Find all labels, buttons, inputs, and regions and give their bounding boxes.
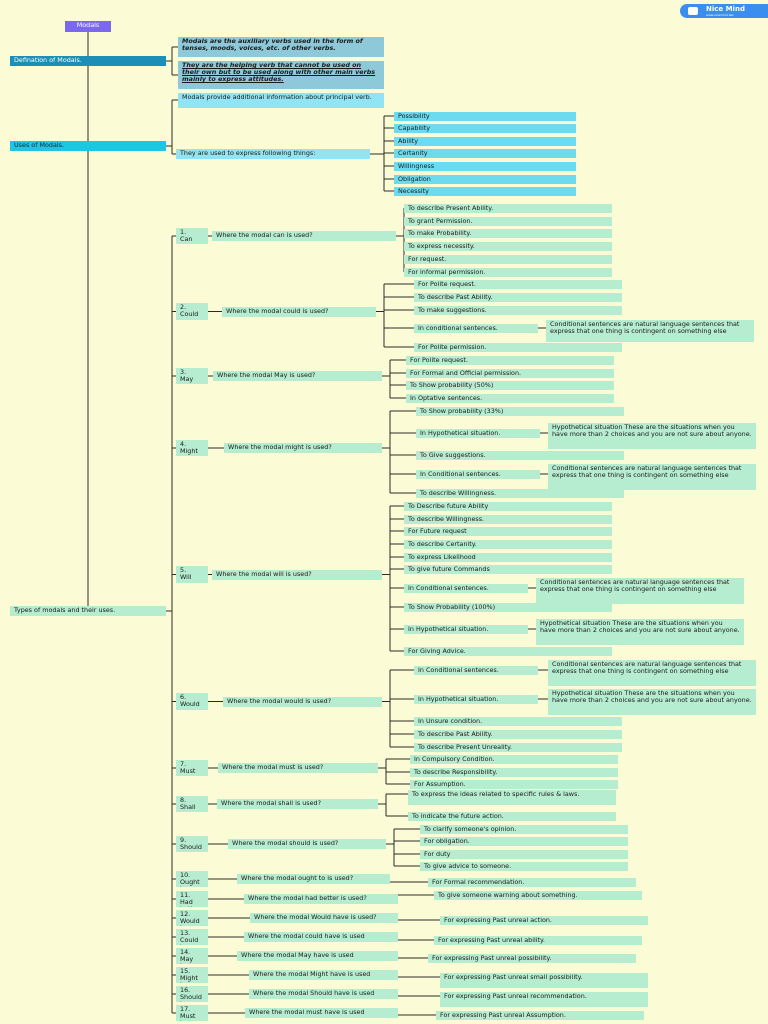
use-item[interactable]: In Unsure condition. (414, 717, 622, 726)
modal-node[interactable] (176, 228, 208, 244)
note-box: Hypothetical situation These are the situations when you have more than 2 choices and you are not sure about anyone. (548, 423, 756, 449)
use-item[interactable]: To Show Probability (100%) (404, 603, 612, 612)
modal-question-node[interactable]: Where the modal must is used? (218, 763, 378, 773)
uses-thing-item: Certanity (394, 149, 576, 158)
modal-node[interactable] (176, 891, 208, 907)
uses-thing-item: Willingness (394, 162, 576, 171)
brand-name: Nice Mind (706, 5, 745, 13)
use-item[interactable]: For Polite request. (406, 356, 614, 365)
modal-number: 12. (180, 910, 191, 918)
use-item[interactable]: For expressing Past unreal ability. (434, 936, 642, 945)
note-box: Conditional sentences are natural language sentences that express that one thing is contingent on something else (536, 578, 744, 604)
modal-name: Might (180, 974, 198, 983)
modal-number: 4. (180, 440, 187, 448)
modal-name: Should (180, 843, 202, 852)
modal-name: Must (180, 1012, 196, 1021)
modal-number: 8. (180, 796, 187, 804)
use-item[interactable]: To clarify someone's opinion. (420, 825, 628, 834)
modal-node[interactable] (176, 910, 208, 926)
modal-name: Would (180, 700, 200, 709)
modal-name: May (180, 955, 194, 964)
uses-node[interactable]: Uses of Modals. (10, 141, 166, 151)
use-item[interactable]: To make suggestions. (414, 306, 622, 315)
modal-number: 10. (180, 871, 191, 879)
brand-badge (680, 4, 768, 18)
use-item[interactable]: In Optative sentences. (406, 394, 614, 403)
use-item[interactable]: To express the ideas related to specific rules & laws. (408, 790, 616, 805)
modal-node[interactable] (176, 303, 208, 320)
modal-name: Can (180, 235, 193, 244)
modal-node[interactable] (176, 760, 208, 776)
modal-number: 13. (180, 929, 191, 937)
modal-name: Could (180, 936, 199, 945)
uses-info: Modals provide additional information about principal verb. (178, 93, 384, 108)
use-item[interactable]: To express necessity. (404, 242, 612, 251)
modal-name: Could (180, 310, 199, 319)
modal-number: 15. (180, 967, 191, 975)
modal-number: 6. (180, 693, 187, 701)
modal-name: Should (180, 993, 202, 1002)
modal-question-node[interactable]: Where the modal Would have is used? (250, 913, 398, 923)
use-item[interactable]: For Polite request. (414, 280, 622, 289)
definition-text-2: They are the helping verb that cannot be used on their own but to be used along with other main verbs mainly to express attitudes. (178, 61, 384, 89)
modal-number: 7. (180, 760, 187, 768)
modal-question-node[interactable]: Where the modal shall is used? (217, 799, 378, 809)
modal-question-node[interactable]: Where the modal must have is used (245, 1008, 398, 1018)
use-item[interactable]: For obligation. (420, 837, 628, 846)
use-item[interactable]: For Polite permission. (414, 343, 622, 352)
modal-node[interactable] (176, 836, 208, 852)
uses-thing-item: Necessity (394, 187, 576, 196)
use-item[interactable]: To describe Present Ability. (404, 204, 612, 213)
modal-name: Might (180, 447, 198, 456)
modal-question-node[interactable]: Where the modal would is used? (223, 697, 382, 707)
modal-node[interactable] (176, 986, 208, 1002)
use-item[interactable]: To describe Past Ability. (414, 730, 622, 739)
note-box: Conditional sentences are natural language sentences that express that one thing is contingent on something else (548, 660, 756, 686)
modal-number: 3. (180, 368, 187, 376)
use-item[interactable]: In conditional sentences. (414, 324, 538, 333)
modal-node[interactable] (176, 368, 208, 384)
brand-logo-icon (688, 7, 698, 15)
use-item[interactable]: For informal permission. (404, 268, 612, 277)
use-item[interactable]: For expressing Past unreal possibility. (428, 954, 636, 963)
modal-question-node[interactable]: Where the modal could is used? (222, 307, 376, 317)
brand-url: www.nicemind.lab (706, 13, 734, 17)
modal-question-node[interactable]: Where the modal had better is used? (244, 894, 398, 904)
modal-question-node[interactable]: Where the modal might is used? (224, 443, 382, 453)
use-item[interactable]: To Show probability (33%) (416, 407, 624, 416)
use-item[interactable]: To give advice to someone. (420, 862, 628, 871)
modal-question-node[interactable]: Where the modal May have is used (237, 951, 398, 961)
use-item[interactable]: For expressing Past unreal small possibility. (440, 973, 648, 988)
modal-name: May (180, 375, 194, 384)
modal-number: 9. (180, 836, 187, 844)
use-item[interactable]: To describe Willingness. (404, 515, 612, 524)
use-item[interactable]: In Conditional sentences. (414, 666, 538, 675)
uses-thing-item: Ability (394, 137, 576, 146)
use-item[interactable]: In Compulsory Condition. (410, 755, 618, 764)
modal-question-node[interactable]: Where the modal should is used? (228, 839, 386, 849)
modal-number: 2. (180, 303, 187, 311)
use-item[interactable]: For expressing Past unreal Assumption. (436, 1011, 644, 1020)
use-item[interactable]: To make Probability. (404, 229, 612, 238)
note-box: Conditional sentences are natural language sentences that express that one thing is contingent on something else (546, 320, 754, 342)
modal-question-node[interactable]: Where the modal can is used? (212, 231, 396, 241)
use-item[interactable]: To describe Present Unreality. (414, 743, 622, 752)
use-item[interactable]: In Hypothetical situation. (404, 625, 528, 634)
note-box: Conditional sentences are natural language sentences that express that one thing is contingent on something else (548, 464, 756, 490)
uses-thing-item: Capability (394, 124, 576, 133)
modal-question-node[interactable]: Where the modal could have is used (244, 932, 398, 942)
root-node[interactable]: Modals (65, 21, 111, 32)
modal-node[interactable] (176, 948, 208, 964)
use-item[interactable]: For request. (404, 255, 612, 264)
modal-node[interactable] (176, 440, 208, 456)
use-item[interactable]: To express Likelihood (404, 553, 612, 562)
definition-node[interactable]: Defination of Modals. (10, 56, 166, 66)
modal-number: 11. (180, 891, 191, 899)
modal-name: Would (180, 917, 200, 926)
use-item[interactable]: In Hypothetical situation. (416, 429, 540, 438)
modal-node[interactable] (176, 871, 208, 887)
modal-number: 14. (180, 948, 191, 956)
use-item[interactable]: To Give suggestions. (416, 451, 624, 460)
modal-node[interactable] (176, 796, 208, 812)
use-item[interactable]: To describe Willingness. (416, 489, 624, 498)
use-item[interactable]: For duty (420, 850, 628, 859)
modal-node[interactable] (176, 693, 208, 710)
use-item[interactable]: To give future Commands (404, 565, 612, 574)
modal-node[interactable] (176, 967, 208, 983)
modal-number: 16. (180, 986, 191, 994)
modal-name: Ought (180, 878, 200, 887)
modal-number: 5. (180, 566, 187, 574)
types-node[interactable]: Types of modals and their uses. (10, 606, 166, 616)
modal-node[interactable] (176, 1005, 208, 1021)
modal-question-node[interactable]: Where the modal will is used? (212, 570, 382, 580)
use-item[interactable]: To Describe future Ability (404, 502, 612, 511)
modal-question-node[interactable]: Where the modal ought to is used? (237, 874, 390, 884)
definition-text-1: Modals are the auxiliary verbs used in the form of tenses, moods, voices, etc. of other verbs. (178, 37, 384, 57)
use-item[interactable]: To Show probability (50%) (406, 381, 614, 390)
modal-question-node[interactable]: Where the modal Should have is used (249, 989, 398, 999)
use-item[interactable]: To grant Permission. (404, 217, 612, 226)
modal-question-node[interactable]: Where the modal Might have is used (249, 970, 398, 980)
modal-name: Will (180, 573, 192, 582)
note-box: Hypothetical situation These are the situations when you have more than 2 choices and you are not sure about anyone. (548, 689, 756, 715)
use-item[interactable]: For Future request (404, 527, 612, 536)
modal-node[interactable] (176, 566, 208, 583)
use-item[interactable]: In Conditional sentences. (404, 584, 528, 593)
modal-number: 17. (180, 1005, 191, 1013)
use-item[interactable]: In Hypothetical situation. (414, 695, 538, 704)
modal-name: Must (180, 767, 196, 776)
use-item[interactable]: To describe Certanity. (404, 540, 612, 549)
use-item[interactable]: To describe Responsibility. (410, 768, 618, 777)
use-item[interactable]: For Giving Advice. (404, 647, 612, 656)
modal-name: Shall (180, 803, 196, 812)
modal-node[interactable] (176, 929, 208, 945)
use-item[interactable]: In Conditional sentences. (416, 470, 540, 479)
uses-express-node[interactable]: They are used to express following things: (176, 149, 370, 159)
use-item[interactable]: For Formal recommendation. (428, 878, 636, 887)
note-box: Hypothetical situation These are the situations when you have more than 2 choices and you are not sure about anyone. (536, 619, 744, 645)
use-item[interactable]: To give someone warning about something. (434, 891, 642, 900)
use-item[interactable]: For expressing Past unreal recommendation. (440, 992, 648, 1007)
use-item[interactable]: For Formal and Official permission. (406, 369, 614, 378)
uses-thing-item: Possibility (394, 112, 576, 121)
modal-name: Had (180, 898, 193, 907)
modal-number: 1. (180, 228, 187, 236)
use-item[interactable]: For Assumption. (410, 780, 618, 789)
use-item[interactable]: To indicate the future action. (408, 812, 616, 821)
modal-question-node[interactable]: Where the modal May is used? (213, 371, 382, 381)
use-item[interactable]: To describe Past Ability. (414, 293, 622, 302)
use-item[interactable]: For expressing Past unreal action. (440, 916, 648, 925)
uses-thing-item: Obligation (394, 175, 576, 184)
